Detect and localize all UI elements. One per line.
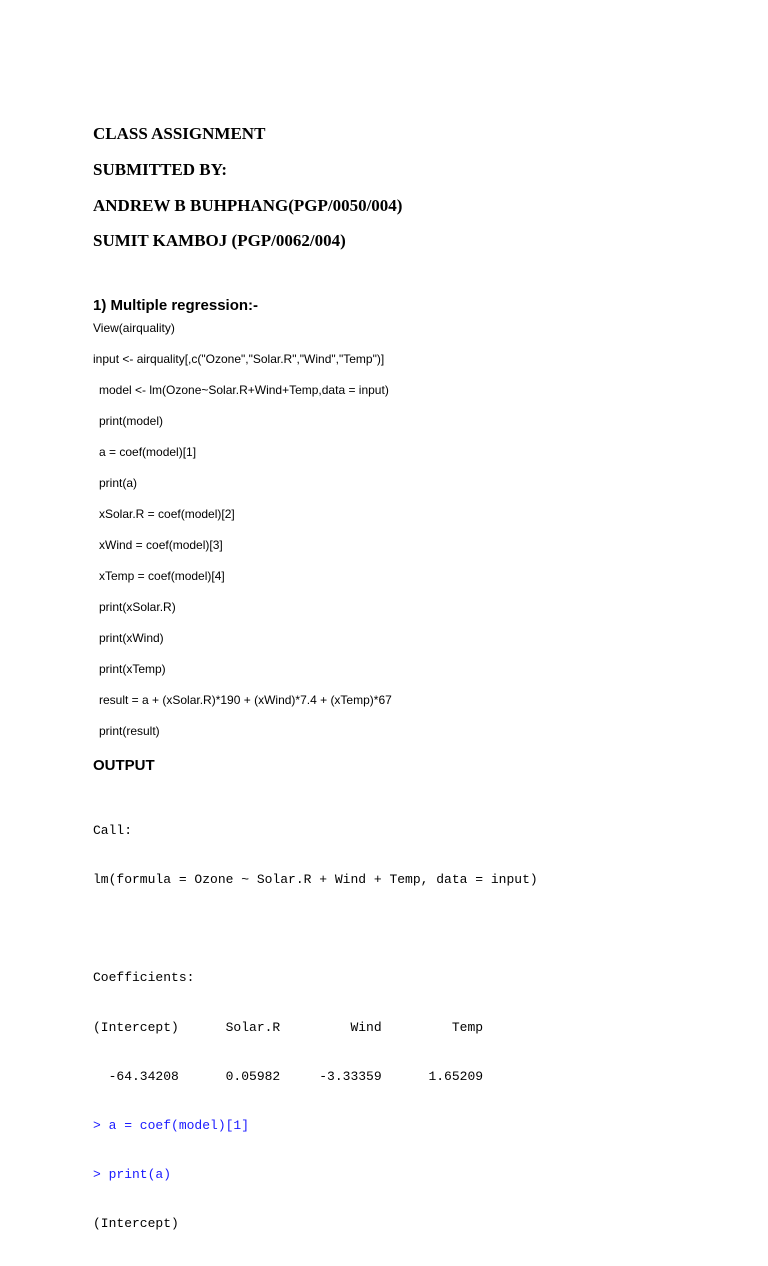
console-coef-values: -64.34208 0.05982 -3.33359 1.65209 <box>93 1068 499 1084</box>
console-blank-line <box>93 921 538 937</box>
console-output <box>93 790 538 1266</box>
section-title: 1) Multiple regression:- <box>93 297 259 314</box>
code-line: print(xSolar.R) <box>99 600 176 614</box>
console-command: > a = coef(model)[1] <box>93 1118 250 1134</box>
code-line: print(xTemp) <box>99 662 166 676</box>
assignment-title: CLASS ASSIGNMENT <box>93 124 266 143</box>
code-line: model <- lm(Ozone~Solar.R+Wind+Temp,data = input) <box>99 383 389 397</box>
console-command: > print(a) <box>93 1167 172 1183</box>
console-coef-header: (Intercept) Solar.R Wind Temp <box>93 1019 499 1035</box>
code-line: View(airquality) <box>93 321 175 335</box>
console-coefficients-label: Coefficients: <box>93 970 195 986</box>
code-line: result = a + (xSolar.R)*190 + (xWind)*7.4 + (xTemp)*67 <box>99 693 392 707</box>
code-line: print(a) <box>99 476 138 490</box>
code-line: xTemp = coef(model)[4] <box>99 569 225 583</box>
submitted-by-label: SUBMITTED BY: <box>93 160 227 179</box>
code-line: xWind = coef(model)[3] <box>99 538 223 552</box>
author-sumit: SUMIT KAMBOJ (PGP/0062/004) <box>93 231 346 250</box>
output-title: OUTPUT <box>93 757 155 774</box>
code-line: xSolar.R = coef(model)[2] <box>99 507 235 521</box>
code-line: print(xWind) <box>99 631 164 645</box>
console-intercept-label: (Intercept) <box>93 1216 179 1232</box>
console-call-formula: lm(formula = Ozone ~ Solar.R + Wind + Temp, data = input) <box>93 872 538 888</box>
code-line: print(result) <box>99 724 160 738</box>
code-line: input <- airquality[,c("Ozone","Solar.R","Wind","Temp")] <box>93 352 385 366</box>
console-call-label: Call: <box>93 822 133 838</box>
code-line: print(model) <box>99 414 164 428</box>
code-line: a = coef(model)[1] <box>99 445 197 459</box>
author-andrew: ANDREW B BUHPHANG(PGP/0050/004) <box>93 196 403 215</box>
